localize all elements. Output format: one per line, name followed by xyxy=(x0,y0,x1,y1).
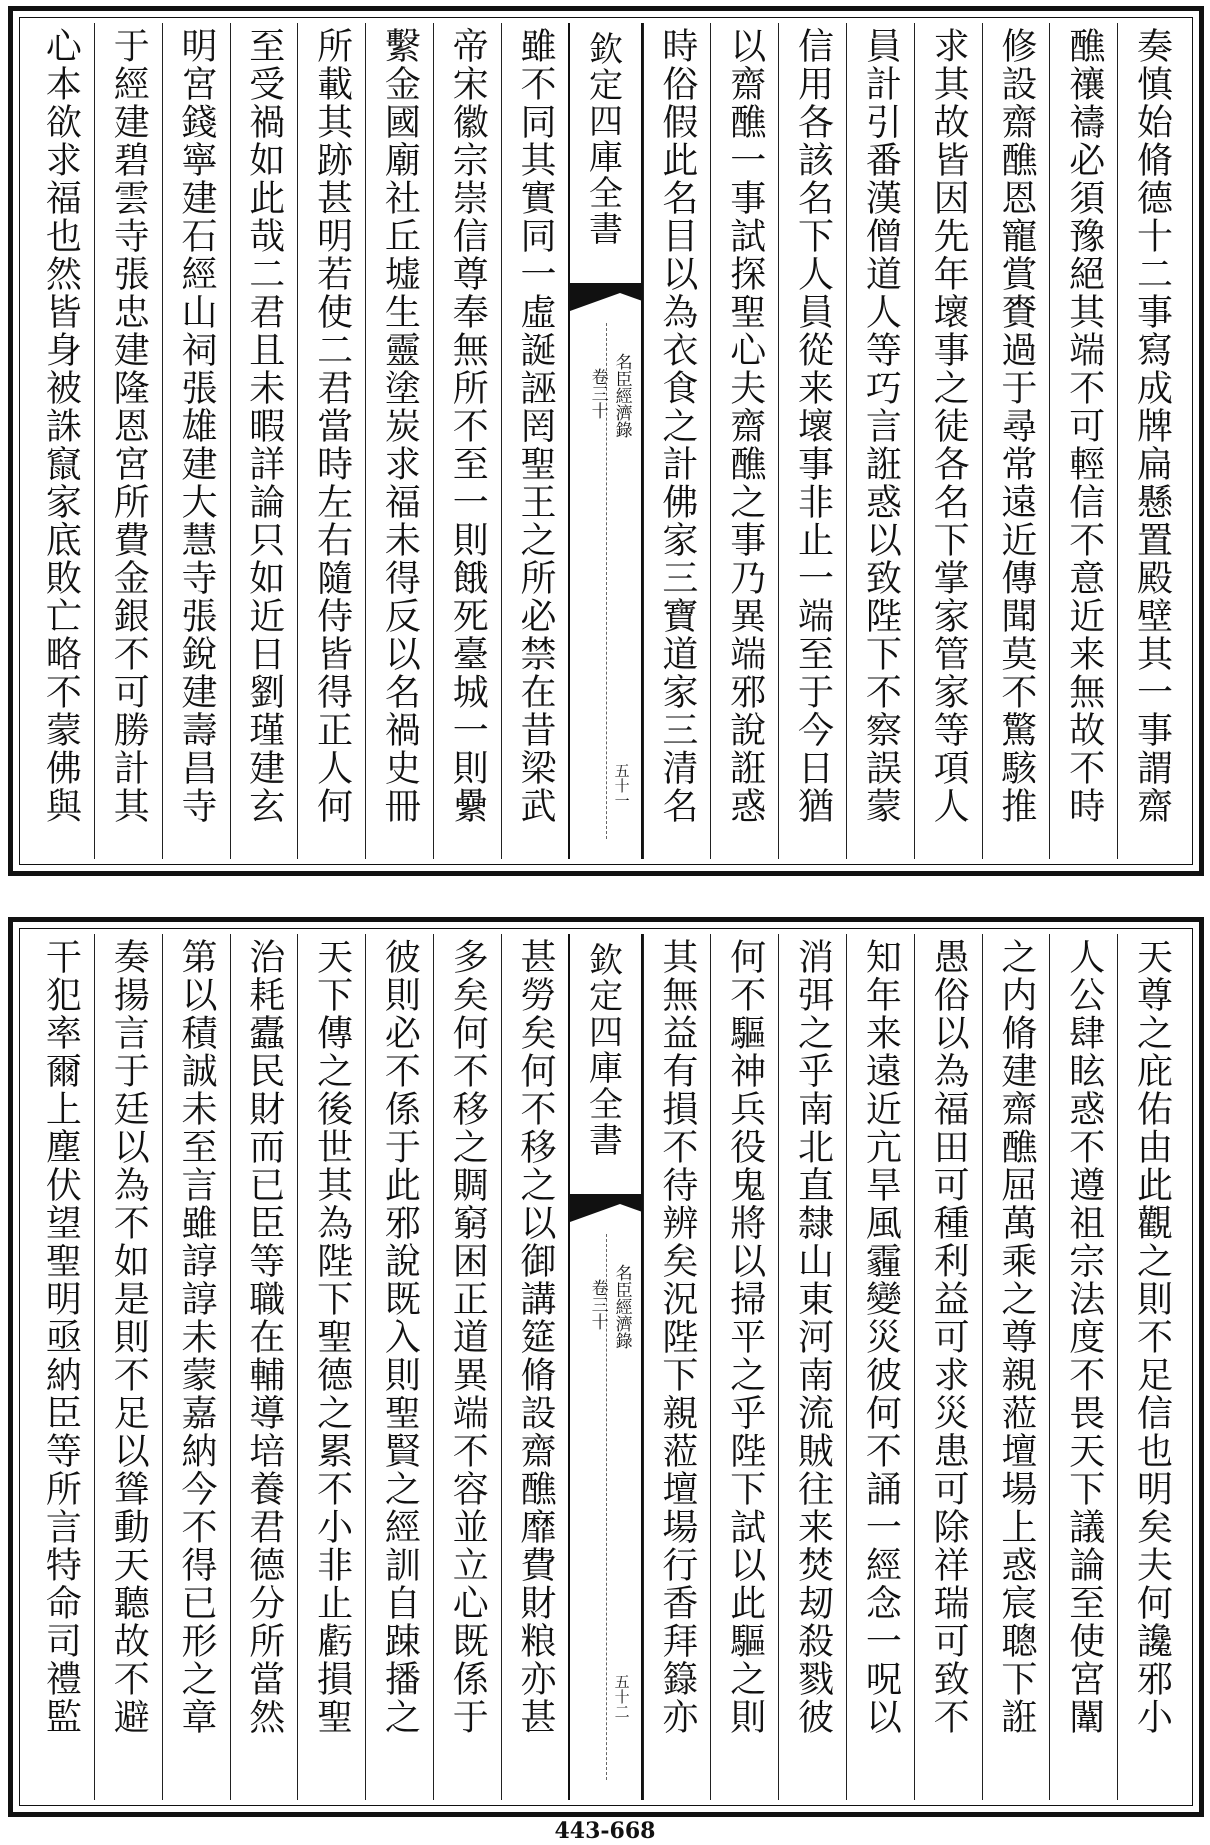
text-column: 奏慎始脩德十二事寫成牌扁懸置殿壁其一事謂齋 xyxy=(1117,23,1185,859)
text-column: 多矣何不移之賙窮困正道異端不容並立心既係于 xyxy=(433,934,501,1800)
text-column: 所載其跡甚明若使二君當時左右隨侍皆得正人何 xyxy=(297,23,365,859)
collection-title: 欽定四庫全書 xyxy=(582,31,623,247)
text-column: 治耗蠹民財而已臣等職在輔導培養君德分所當然 xyxy=(230,934,298,1800)
page-reference-number: 443-668 xyxy=(554,1818,656,1844)
collection-title: 欽定四庫全書 xyxy=(582,942,623,1158)
text-column: 干犯率爾上塵伏望聖明亟納臣等所言特命司禮監 xyxy=(40,938,82,1736)
text-column: 甚勞矣何不移之以御講筵脩設齋醮靡費財粮亦甚 xyxy=(501,934,569,1800)
text-column: 修設齋醮恩寵賞賚過于尋常遠近傳聞莫不驚駭推 xyxy=(982,23,1050,859)
book-title: 名臣經濟錄 xyxy=(611,1264,632,1349)
text-column: 心本欲求福也然皆身被誅竄家底敗亡略不蒙佛與 xyxy=(40,27,82,825)
text-column: 求其故皆因先年壞事之徒各名下掌家管家等項人 xyxy=(914,23,982,859)
text-column: 帝宋徽宗崇信尊奉無所不至一則餓死臺城一則纍 xyxy=(433,23,501,859)
fishtail-mark-icon xyxy=(570,1194,642,1224)
text-column: 以齋醮一事試探聖心夫齋醮之事乃異端邪說誑惑 xyxy=(710,23,778,859)
text-column: 消弭之乎南北直隸山東河南流賊往来焚刼殺戮彼 xyxy=(778,934,846,1800)
text-column: 至受禍如此哉二君且未暇詳論只如近日劉瑾建玄 xyxy=(230,23,298,859)
text-column: 之内脩建齋醮屈萬乘之尊親蒞壇場上惑宸聰下誑 xyxy=(982,934,1050,1800)
volume-label: 卷三十 xyxy=(587,368,608,419)
lower-page-frame xyxy=(8,917,1204,1817)
text-column: 雖不同其實同一虛誕誣罔聖王之所必禁在昔梁武 xyxy=(501,23,569,859)
text-column: 天下傳之後世其為陛下聖德之累不小非止虧損聖 xyxy=(297,934,365,1800)
text-column: 醮禳禱必須豫絕其端不可輕信不意近来無故不時 xyxy=(1049,23,1117,859)
text-column: 明宮錢寧建石經山祠張雄建大慧寺張銳建壽昌寺 xyxy=(162,23,230,859)
text-column: 人公肆眩惑不遵祖宗法度不畏天下議論至使宮闈 xyxy=(1049,934,1117,1800)
center-fold-column xyxy=(568,23,642,859)
text-column: 何不驅神兵役鬼將以掃平之乎陛下試以此驅之則 xyxy=(710,934,778,1800)
upper-page-frame xyxy=(8,6,1204,876)
upper-page-columns xyxy=(27,23,1185,859)
text-column: 其無益有損不待辨矣況陛下親蒞壇場行香拜籙亦 xyxy=(643,934,711,1800)
text-column: 奏揚言于廷以為不如是則不足以聳動天聽故不避 xyxy=(94,934,162,1800)
text-column: 知年来遠近亢旱風霾變災彼何不誦一經念一呪以 xyxy=(846,934,914,1800)
lower-page-columns xyxy=(27,934,1185,1800)
center-fold-column xyxy=(568,934,642,1800)
text-column: 天尊之庇佑由此觀之則不足信也明矣夫何讒邪小 xyxy=(1117,934,1185,1800)
fishtail-mark-icon xyxy=(570,283,642,313)
text-column: 信用各該名下人員從来壞事非止一端至于今日猶 xyxy=(778,23,846,859)
text-column: 員計引番漢僧道人等巧言誑惑以致陛下不察誤蒙 xyxy=(846,23,914,859)
volume-label: 卷三十 xyxy=(587,1279,608,1330)
text-column: 于經建碧雲寺張忠建隆恩宮所費金銀不可勝計其 xyxy=(94,23,162,859)
text-column: 第以積誠未至言雖諄諄未蒙嘉納今不得已形之章 xyxy=(162,934,230,1800)
text-column: 愚俗以為福田可種利益可求災患可除祥瑞可致不 xyxy=(914,934,982,1800)
leaf-number: 五十二 xyxy=(612,1674,631,1719)
leaf-number: 五十一 xyxy=(612,763,631,808)
book-title: 名臣經濟錄 xyxy=(611,353,632,438)
text-column: 繫金國廟社丘墟生靈塗炭求福未得反以名禍史冊 xyxy=(365,23,433,859)
text-column: 時俗假此名目以為衣食之計佛家三寶道家三清名 xyxy=(643,23,711,859)
text-column: 彼則必不係于此邪說既入則聖賢之經訓自踈播之 xyxy=(365,934,433,1800)
